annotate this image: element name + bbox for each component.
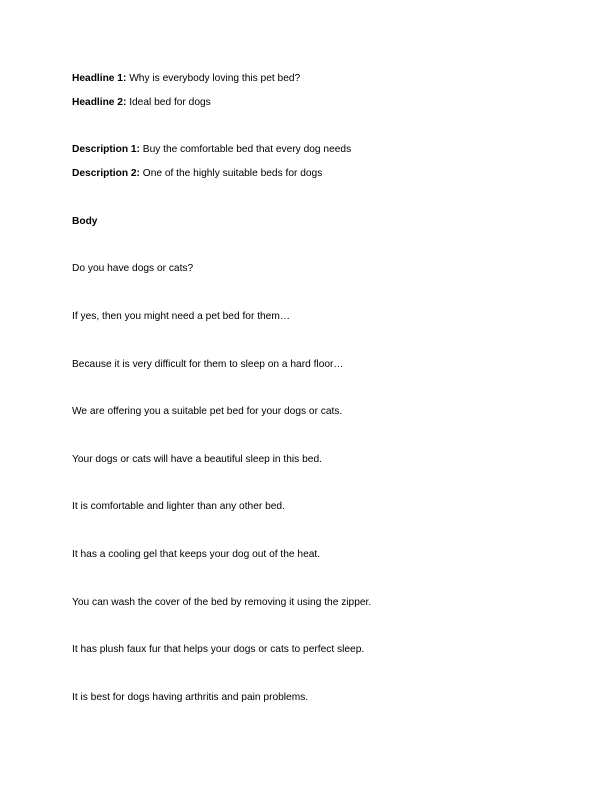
- description-2-label: Description 2:: [72, 168, 140, 179]
- body-paragraph: Your dogs or cats will have a beautiful sleep in this bed.: [72, 454, 322, 465]
- body-heading: Body: [72, 216, 98, 227]
- headline-2: [72, 96, 211, 110]
- body-paragraph: You can wash the cover of the bed by removing it using the zipper.: [72, 597, 372, 608]
- headline-1-label: Headline 1:: [72, 73, 127, 84]
- description-2: [72, 167, 322, 181]
- body-paragraph: It is best for dogs having arthritis and pain problems.: [72, 692, 309, 703]
- body-paragraph: It has a cooling gel that keeps your dog out of the heat.: [72, 549, 321, 560]
- headline-1: [72, 72, 300, 86]
- body-paragraph: Do you have dogs or cats?: [72, 263, 194, 274]
- description-2-text: One of the highly suitable beds for dogs: [139, 168, 323, 179]
- body-paragraph: We are offering you a suitable pet bed for your dogs or cats.: [72, 406, 343, 417]
- body-paragraph: It is comfortable and lighter than any other bed.: [72, 501, 285, 512]
- body-paragraph: Because it is very difficult for them to sleep on a hard floor…: [72, 359, 344, 370]
- description-1-label: Description 1:: [72, 144, 140, 155]
- headline-2-text: Ideal bed for dogs: [126, 97, 211, 108]
- headline-2-label: Headline 2:: [72, 97, 127, 108]
- body-paragraph: It has plush faux fur that helps your dogs or cats to perfect sleep.: [72, 644, 365, 655]
- body-paragraph: If yes, then you might need a pet bed for them…: [72, 311, 291, 322]
- headline-1-text: Why is everybody loving this pet bed?: [126, 73, 301, 84]
- description-1-text: Buy the comfortable bed that every dog needs: [139, 144, 352, 155]
- description-1: [72, 143, 351, 157]
